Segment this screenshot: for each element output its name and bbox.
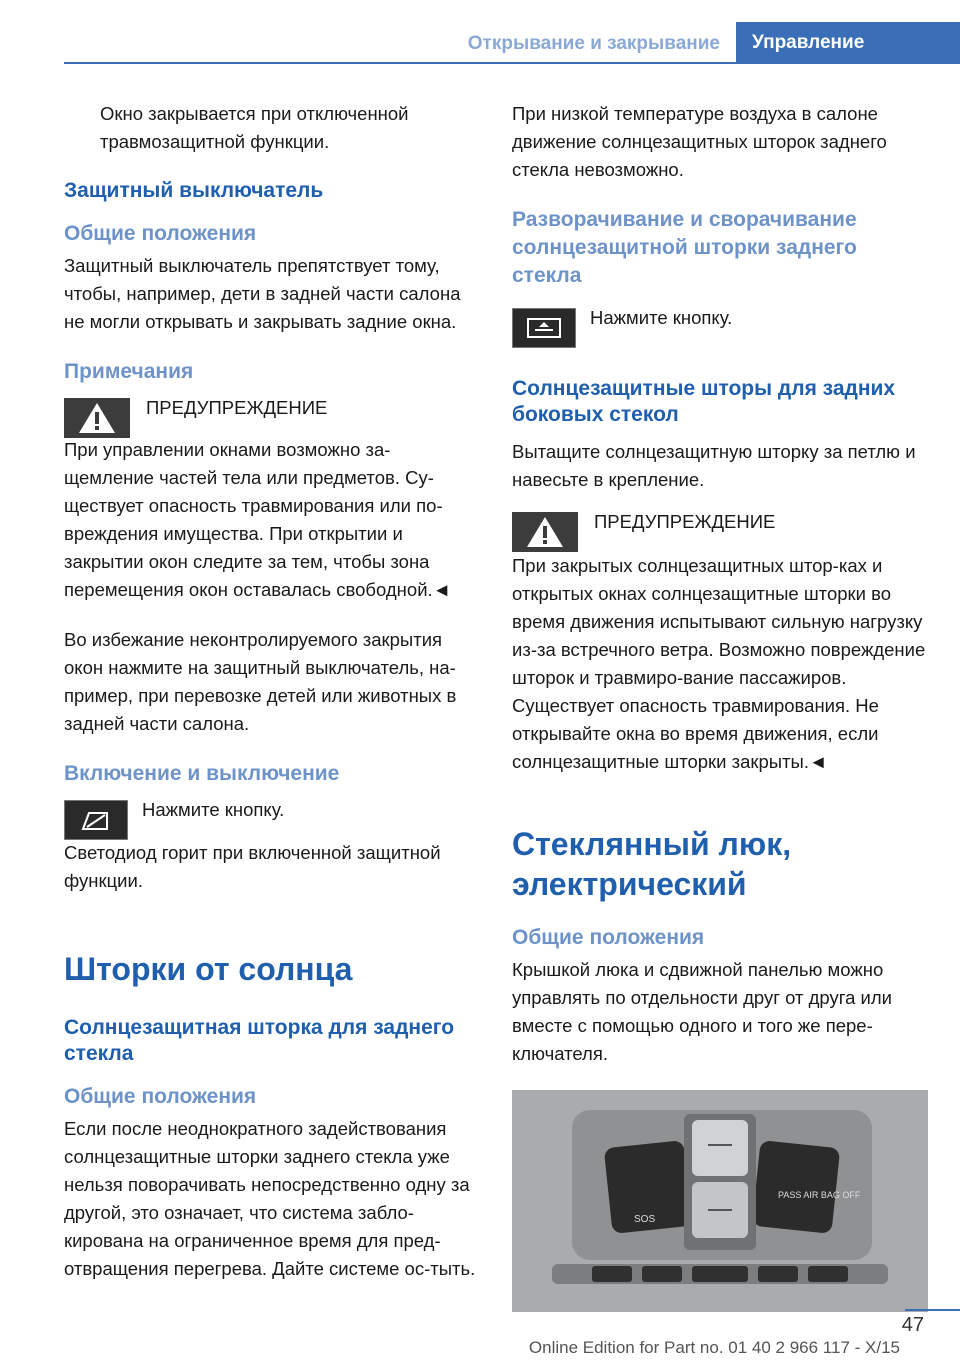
heading-general-2: Общие положения xyxy=(64,1085,257,1108)
button-instruction-rear xyxy=(512,304,928,348)
header-section-title: Открывание и закрывание xyxy=(467,33,720,54)
right-column xyxy=(512,100,928,1312)
heading-on-off: Включение и выключение xyxy=(64,762,340,785)
edition-footer: Online Edition for Part no. 01 40 2 966 117 - X/15 xyxy=(528,1338,900,1357)
overhead-console-photo xyxy=(512,1090,928,1312)
header-rule xyxy=(64,62,960,64)
warning-title-right: ПРЕДУПРЕЖДЕНИЕ xyxy=(594,511,776,532)
warning-block-right xyxy=(512,508,928,552)
page-number: 47 xyxy=(901,1314,924,1336)
footer-rule xyxy=(905,1309,960,1311)
warning-text-right: При закрытых солнцезащитных штор-ках и открытых окнах солнцезащитные шторки во время движения испытывают сильную нагрузку из-за встречного ветра. Возможно повреждение шторок и травмиро-вание пассажиров. Существует опасность травмирования. Не открывайте окна во время движения, если солнцезащитные шторки закрыты.◄ xyxy=(512,555,926,772)
heading-side-blinds: Солнцезащитные шторы для задних боковых стекол xyxy=(512,377,896,426)
rear-blind-button-icon xyxy=(512,308,576,348)
heading-sunroof: Стеклянный люк, электрический xyxy=(512,826,792,902)
paragraph-low-temp: При низкой температуре воздуха в салоне движение солнцезащитных шторок заднего стекла невозможно. xyxy=(512,103,887,180)
heading-safety-switch: Защитный выключатель xyxy=(64,179,324,202)
sos-label: SOS xyxy=(634,1214,656,1225)
press-button-text-rear: Нажмите кнопку. xyxy=(590,307,733,328)
warning-text: При управлении окнами возможно за-щемление частей тела или предметов. Су-ществует опасность травмирования или по-вреждения имущества. При открытии и закрытии окон следите за тем, чтобы зона перемещения окон оставалась свободной.◄ xyxy=(64,439,451,600)
warning-triangle-icon xyxy=(64,398,130,438)
paragraph-intro: Окно закрывается при отключенной травмозащитной функции. xyxy=(100,103,409,152)
header-chapter-tab: Управление xyxy=(736,22,960,62)
airbag-label: PASS AIR BAG OFF xyxy=(778,1190,861,1200)
heading-sun-blinds: Шторки от солнца xyxy=(64,951,353,987)
window-lock-button-icon xyxy=(64,800,128,840)
heading-general-sunroof: Общие положения xyxy=(512,926,705,949)
heading-rotate-blind: Разворачивание и сворачивание солнцезащитной шторки заднего стекла xyxy=(512,208,857,287)
button-instruction xyxy=(64,796,480,840)
left-column xyxy=(64,100,480,1305)
paragraph-side: Вытащите солнцезащитную шторку за петлю и навесьте в крепление. xyxy=(512,441,916,490)
heading-general: Общие положения xyxy=(64,222,257,245)
heading-notes: Примечания xyxy=(64,360,194,383)
warning-title: ПРЕДУПРЕЖДЕНИЕ xyxy=(146,397,328,418)
led-text: Светодиод горит при включенной защитной функции. xyxy=(64,842,441,891)
paragraph-rear-blind: Если после неоднократного задействования солнцезащитные шторки заднего стекла уже нельзя поворачивать непосредственно одну за другой, это означает, что система забло-кирована на ограниченное время для пред-отвращения перегрева. Дайте системе ос-тыть. xyxy=(64,1118,476,1279)
warning-block xyxy=(64,394,480,438)
warning-triangle-icon xyxy=(512,512,578,552)
heading-rear-blind: Солнцезащитная шторка для заднего стекла xyxy=(64,1016,455,1065)
paragraph-general: Защитный выключатель препятствует тому, чтобы, например, дети в задней части салона не могли открывать и закрывать задние окна. xyxy=(64,255,461,332)
paragraph-sunroof: Крышкой люка и сдвижной панелью можно управлять по отдельности друг от друга или вместе с помощью одного и того же пере-ключателя. xyxy=(512,959,892,1064)
paragraph-avoid: Во избежание неконтролируемого закрытия окон нажмите на защитный выключатель, на-пример, при перевозке детей или животных в задней части салона. xyxy=(64,629,457,734)
press-button-text: Нажмите кнопку. xyxy=(142,799,285,820)
